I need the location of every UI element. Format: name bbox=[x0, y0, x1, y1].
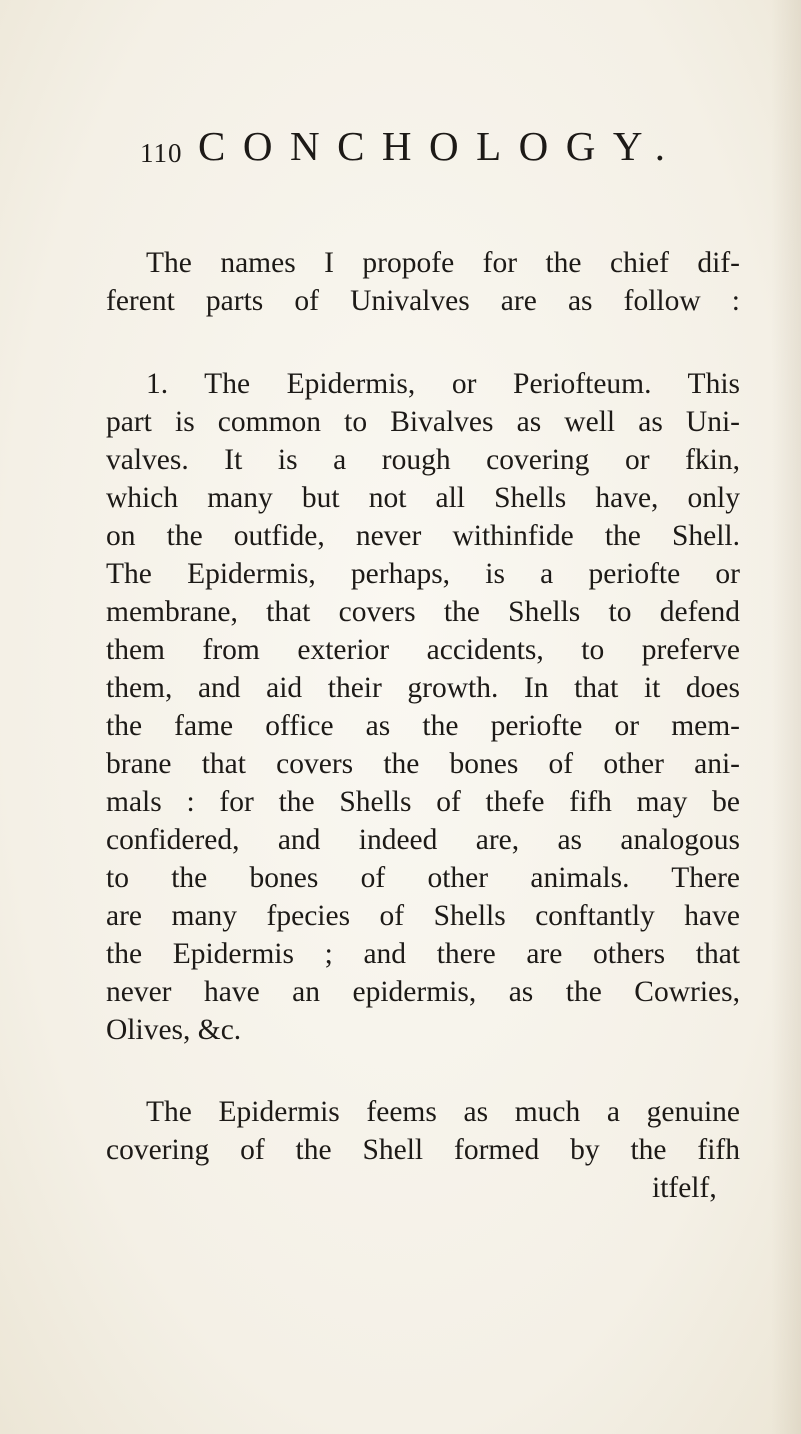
page-number: 110 bbox=[140, 138, 183, 168]
page-header bbox=[0, 122, 801, 172]
text-line: covering of the Shell formed by the fifh bbox=[106, 1134, 740, 1166]
text-line: part is common to Bivalves as well as Uni- bbox=[106, 406, 740, 438]
catchword: itfelf, bbox=[652, 1172, 717, 1204]
text-line: valves. It is a rough covering or fkin, bbox=[106, 444, 740, 476]
text-line: mals : for the Shells of thefe fifh may be bbox=[106, 786, 740, 818]
text-line: on the outfide, never withinfide the Shell. bbox=[106, 520, 740, 552]
text-line: them from exterior accidents, to preferve bbox=[106, 634, 740, 666]
page-edge-shadow bbox=[771, 0, 801, 1434]
text-line: ferent parts of Univalves are as follow : bbox=[106, 285, 740, 317]
text-line: Olives, &c. bbox=[106, 1014, 242, 1046]
text-line: membrane, that covers the Shells to defend bbox=[106, 596, 740, 628]
text-line: the fame office as the periofte or mem- bbox=[106, 710, 740, 742]
running-title: CONCHOLOGY. bbox=[198, 123, 683, 169]
text-line: The Epidermis, perhaps, is a periofte or bbox=[106, 558, 740, 590]
text-line: them, and aid their growth. In that it does bbox=[106, 672, 740, 704]
text-line: The Epidermis feems as much a genuine bbox=[146, 1096, 740, 1128]
text-line: The names I propofe for the chief dif- bbox=[146, 247, 740, 279]
text-line: confidered, and indeed are, as analogous bbox=[106, 824, 740, 856]
text-line: the Epidermis ; and there are others that bbox=[106, 938, 740, 970]
text-line: which many but not all Shells have, only bbox=[106, 482, 740, 514]
text-line: brane that covers the bones of other ani- bbox=[106, 748, 740, 780]
text-line: to the bones of other animals. There bbox=[106, 862, 740, 894]
text-line: are many fpecies of Shells conftantly have bbox=[106, 900, 740, 932]
text-line: 1. The Epidermis, or Periofteum. This bbox=[146, 368, 740, 400]
text-line: never have an epidermis, as the Cowries, bbox=[106, 976, 740, 1008]
